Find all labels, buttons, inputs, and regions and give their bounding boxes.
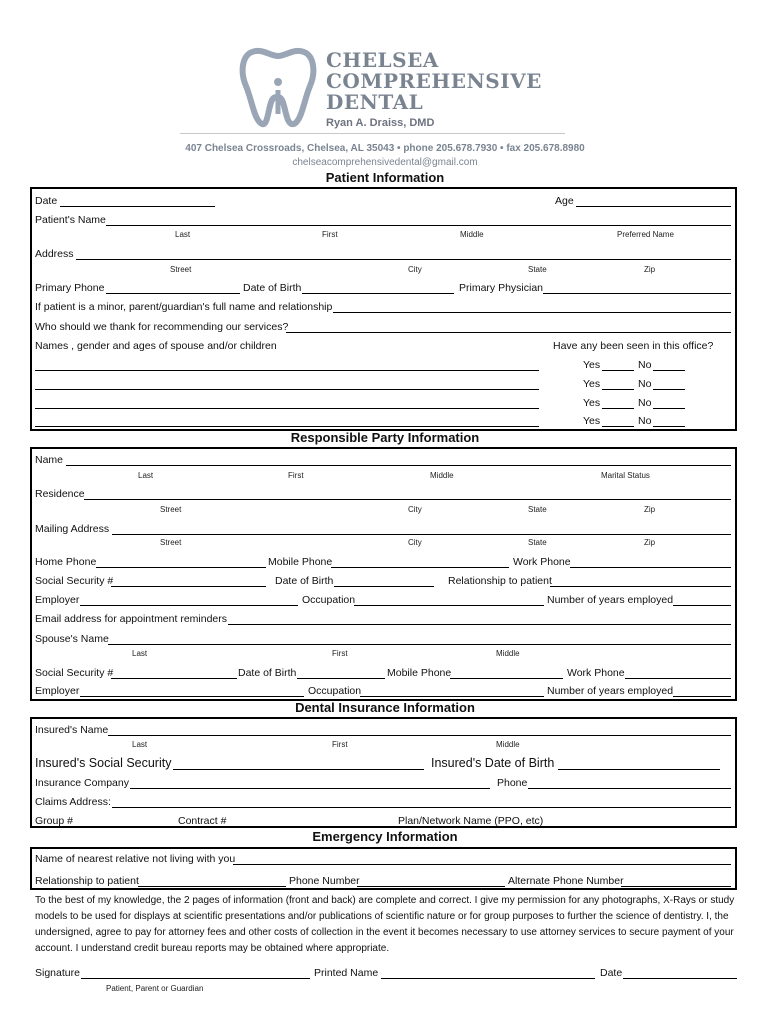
age-field[interactable] [576, 206, 731, 207]
residence-field[interactable] [84, 499, 731, 500]
insured-name-label: Insured's Name [35, 724, 109, 736]
mailing-address-field[interactable] [112, 534, 731, 535]
spouse-sub-first: First [332, 649, 348, 658]
seen-label: Have any been seen in this office? [553, 340, 714, 352]
yes-field-4[interactable] [602, 426, 634, 427]
yes-label-3: Yes [583, 397, 601, 409]
rp-name-field[interactable] [66, 465, 731, 466]
group-field[interactable] [72, 826, 176, 827]
sub-last: Last [175, 230, 191, 239]
no-label-2: No [638, 378, 652, 390]
signature-label: Signature [35, 967, 80, 979]
no-label-3: No [638, 397, 652, 409]
rp-sub-middle: Middle [430, 471, 454, 480]
spouse-mobile-field[interactable] [450, 678, 563, 679]
spouse-name-label: Spouse's Name [35, 633, 109, 645]
yes-label-4: Yes [583, 415, 601, 427]
reminder-email-label: Email address for appointment reminders [35, 613, 228, 625]
em-phone-label: Phone Number [289, 875, 360, 887]
yes-field-3[interactable] [602, 408, 634, 409]
children-line-1[interactable] [35, 370, 539, 371]
insurance-phone-field[interactable] [528, 788, 731, 789]
rp-ssn-field[interactable] [111, 586, 266, 587]
spouse-occupation-label: Occupation [308, 685, 362, 697]
sub-first: First [322, 230, 338, 239]
printed-name-field[interactable] [381, 978, 595, 979]
brand-line-1: CHELSEA [326, 48, 439, 72]
res-sub-zip: Zip [644, 505, 656, 514]
employer-field[interactable] [80, 605, 298, 606]
nearest-relative-label: Name of nearest relative not living with you [35, 853, 236, 865]
rp-sub-marital: Marital Status [601, 471, 650, 480]
rp-sub-first: First [288, 471, 304, 480]
res-sub-street: Street [160, 505, 182, 514]
responsible-party-box [30, 447, 737, 701]
ins-sub-middle: Middle [496, 740, 520, 749]
spouse-sub-last: Last [132, 649, 148, 658]
minor-guardian-field[interactable] [333, 312, 731, 313]
signature-date-field[interactable] [623, 978, 737, 979]
address-field[interactable] [76, 259, 731, 260]
years-employed-label: Number of years employed [547, 594, 674, 606]
mobile-phone-label: Mobile Phone [268, 556, 333, 568]
mail-sub-zip: Zip [644, 538, 656, 547]
sub-city: City [408, 265, 422, 274]
primary-phone-label: Primary Phone [35, 282, 105, 294]
children-label: Names , gender and ages of spouse and/or children [35, 340, 277, 352]
physician-label: Primary Physician [459, 282, 544, 294]
rp-dob-field[interactable] [334, 586, 434, 587]
no-field-4[interactable] [653, 426, 685, 427]
sub-street: Street [170, 265, 192, 274]
mobile-phone-field[interactable] [331, 567, 509, 568]
patient-name-field[interactable] [106, 225, 731, 226]
rp-ssn-label: Social Security # [35, 575, 114, 587]
insured-dob-label: Insured's Date of Birth [431, 756, 555, 770]
brand-line-3: DENTAL [326, 90, 424, 114]
spouse-mobile-label: Mobile Phone [387, 667, 452, 679]
home-phone-field[interactable] [96, 567, 266, 568]
address-label: Address [35, 248, 74, 260]
claims-address-label: Claims Address: [35, 796, 111, 808]
age-label: Age [555, 195, 574, 207]
insured-name-field[interactable] [108, 735, 731, 736]
yes-label-2: Yes [583, 378, 601, 390]
section-title-emergency: Emergency Information [312, 829, 458, 844]
spouse-name-field[interactable] [108, 644, 731, 645]
insurance-box [30, 717, 737, 828]
office-email: chelseacomprehensivedental@gmail.com [292, 157, 478, 168]
rp-name-label: Name [35, 454, 64, 466]
dob-label: Date of Birth [243, 282, 302, 294]
sub-state: State [528, 265, 547, 274]
plan-name-label: Plan/Network Name (PPO, etc) [398, 815, 544, 827]
nearest-relative-field[interactable] [233, 864, 731, 865]
res-sub-city: City [408, 505, 422, 514]
no-label-4: No [638, 415, 652, 427]
insurance-company-field[interactable] [130, 788, 490, 789]
section-title-insurance: Dental Insurance Information [295, 700, 475, 715]
insured-dob-field[interactable] [558, 769, 720, 770]
work-phone-label: Work Phone [513, 556, 571, 568]
occupation-field[interactable] [354, 605, 544, 606]
header-divider [180, 133, 565, 134]
employer-label: Employer [35, 594, 80, 606]
no-field-1[interactable] [653, 370, 685, 371]
sub-zip: Zip [644, 265, 656, 274]
spouse-employer-field[interactable] [80, 696, 304, 697]
mail-sub-city: City [408, 538, 422, 547]
section-title-responsible: Responsible Party Information [290, 430, 480, 445]
primary-phone-field[interactable] [106, 293, 240, 294]
sub-preferred-name: Preferred Name [617, 230, 674, 239]
spouse-ssn-field[interactable] [111, 678, 237, 679]
printed-name-label: Printed Name [314, 967, 379, 979]
rp-relationship-label: Relationship to patient [448, 575, 552, 587]
spouse-dob-field[interactable] [297, 678, 385, 679]
reminder-email-field[interactable] [228, 624, 731, 625]
spouse-ssn-label: Social Security # [35, 667, 114, 679]
contract-field[interactable] [226, 826, 396, 827]
spouse-occupation-field[interactable] [360, 696, 544, 697]
insurance-company-label: Insurance Company [35, 777, 129, 789]
brand-line-2: COMPREHENSIVE [326, 69, 542, 93]
rp-dob-label: Date of Birth [275, 575, 334, 587]
mail-sub-street: Street [160, 538, 182, 547]
em-alt-phone-label: Alternate Phone Number [508, 875, 624, 887]
no-field-3[interactable] [653, 408, 685, 409]
minor-guardian-label: If patient is a minor, parent/guardian's full name and relationship [35, 301, 333, 313]
mailing-address-label: Mailing Address [35, 523, 110, 535]
signature-date-label: Date [600, 967, 623, 979]
spouse-employer-label: Employer [35, 685, 80, 697]
residence-label: Residence [35, 488, 85, 500]
group-label: Group # [35, 815, 73, 827]
office-address: 407 Chelsea Crossroads, Chelsea, AL 35043 • phone 205.678.7930 • fax 205.678.8980 [185, 143, 585, 154]
insured-ssn-field[interactable] [173, 769, 424, 770]
signature-field[interactable] [81, 978, 310, 979]
rp-relationship-field[interactable] [550, 586, 731, 587]
rp-sub-last: Last [138, 471, 154, 480]
date-field[interactable] [60, 206, 215, 207]
dob-field[interactable] [302, 293, 454, 294]
patient-name-label: Patient's Name [35, 214, 106, 226]
referral-field[interactable] [286, 332, 731, 333]
tooth-logo-icon [238, 42, 318, 128]
res-sub-state: State [528, 505, 547, 514]
children-line-4[interactable] [35, 426, 539, 427]
plan-name-field[interactable] [555, 826, 731, 827]
referral-label: Who should we thank for recommending our services? [35, 321, 289, 333]
children-line-2[interactable] [35, 389, 539, 390]
em-relationship-field[interactable] [138, 886, 286, 887]
yes-label-1: Yes [583, 359, 601, 371]
contract-label: Contract # [178, 815, 227, 827]
work-phone-field[interactable] [570, 567, 731, 568]
claims-address-field[interactable] [112, 807, 731, 808]
no-field-2[interactable] [653, 389, 685, 390]
insurance-phone-label: Phone [497, 777, 528, 789]
mail-sub-state: State [528, 538, 547, 547]
doctor-name: Ryan A. Draiss, DMD [326, 117, 435, 129]
occupation-label: Occupation [302, 594, 356, 606]
yes-field-2[interactable] [602, 389, 634, 390]
signature-sublabel: Patient, Parent or Guardian [106, 984, 204, 993]
physician-field[interactable] [543, 293, 731, 294]
em-alt-phone-field[interactable] [621, 886, 731, 887]
spouse-work-field[interactable] [625, 678, 731, 679]
brand-wordmark [326, 50, 542, 129]
no-label-1: No [638, 359, 652, 371]
sub-middle: Middle [460, 230, 484, 239]
spouse-sub-middle: Middle [496, 649, 520, 658]
spouse-years-field[interactable] [673, 696, 731, 697]
em-phone-field[interactable] [357, 886, 505, 887]
spouse-years-label: Number of years employed [547, 685, 674, 697]
spouse-dob-label: Date of Birth [238, 667, 297, 679]
years-employed-field[interactable] [673, 605, 731, 606]
spouse-work-label: Work Phone [567, 667, 625, 679]
consent-paragraph: To the best of my knowledge, the 2 pages of information (front and back) are complete and correct. I give my permission for any photographs, X-Rays or study models to be used for displays at scientific presentations and/or publications of scientific nature or for group purposes to further the science of dentistry. I, the undersigned, agree to pay for attorney fees and other costs of collection in the event it becomes necessary to use attorney services to secure payment of your account. I understand credit bureau reports may be obtained where appropriate. [35, 895, 735, 954]
insured-ssn-label: Insured's Social Security [35, 756, 172, 770]
section-title-patient: Patient Information [325, 170, 445, 185]
ins-sub-last: Last [132, 740, 148, 749]
home-phone-label: Home Phone [35, 556, 97, 568]
date-label: Date [35, 195, 58, 207]
yes-field-1[interactable] [602, 370, 634, 371]
ins-sub-first: First [332, 740, 348, 749]
children-line-3[interactable] [35, 408, 539, 409]
em-relationship-label: Relationship to patient [35, 875, 139, 887]
